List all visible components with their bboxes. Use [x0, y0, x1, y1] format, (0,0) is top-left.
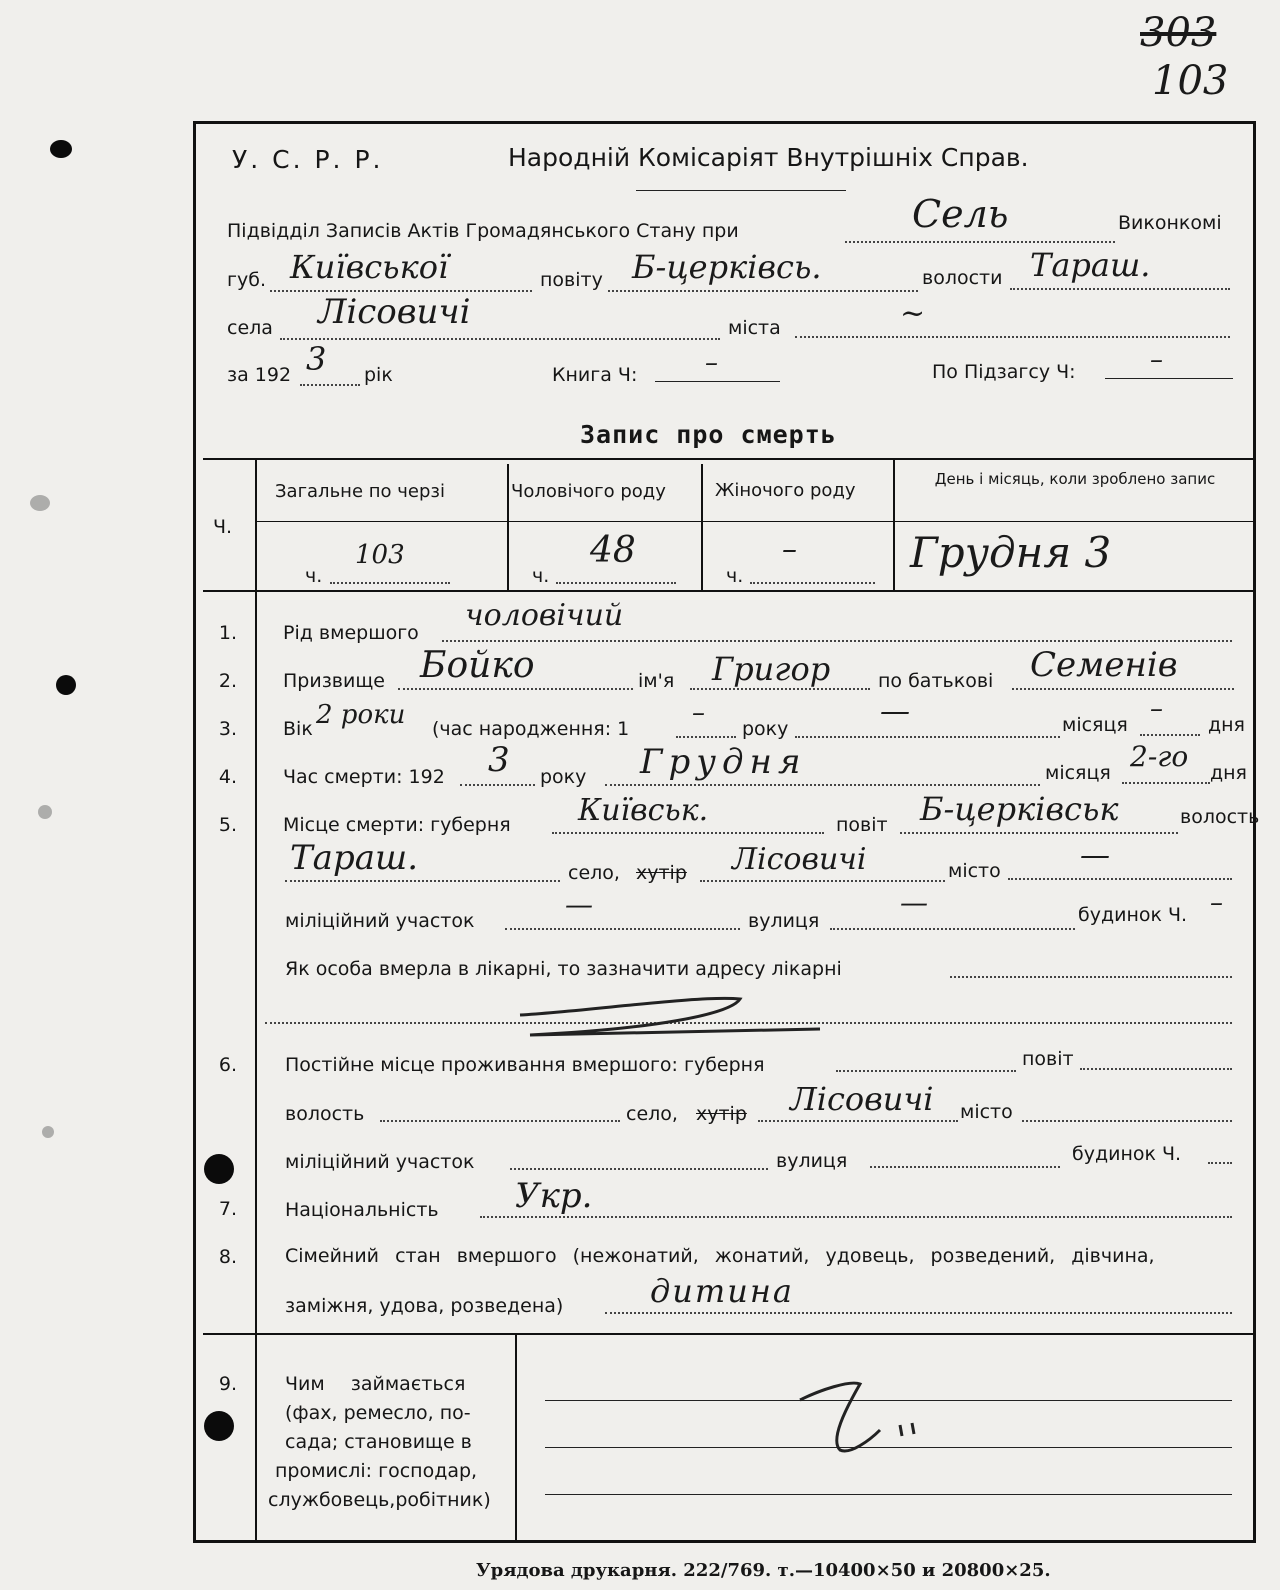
- binding-hole: [56, 675, 76, 695]
- header-male: Чоловічого роду: [511, 481, 666, 502]
- place-selo-label: село,: [568, 862, 620, 884]
- place-khutir-label: хутір: [636, 862, 687, 884]
- line: [1105, 378, 1233, 379]
- house-dash: –: [1210, 888, 1223, 918]
- nationality-value: Укр.: [515, 1176, 593, 1216]
- row-number: 2.: [218, 670, 238, 692]
- row-number: 1.: [218, 622, 238, 644]
- line: [605, 1312, 1232, 1314]
- place-povit-value: Б-церківськ: [920, 790, 1119, 828]
- frame-right: [1253, 121, 1256, 1543]
- table-top: [203, 458, 1256, 460]
- header-female: Жіночого роду: [715, 480, 856, 501]
- death-year-value: 3: [488, 740, 510, 780]
- police-dash: —: [565, 888, 593, 921]
- death-year-suffix: року: [540, 766, 587, 788]
- counts-ch-label: Ч.: [213, 516, 233, 538]
- residence-selo-label: село,: [626, 1103, 678, 1125]
- header-date: День і місяць, коли зроблено запис: [934, 470, 1216, 488]
- line: [830, 928, 1075, 930]
- place-volost-value: Тараш.: [290, 838, 418, 878]
- row-number: 5.: [218, 814, 238, 836]
- line: [552, 832, 824, 834]
- book-label: Книга Ч:: [552, 364, 638, 386]
- prefix: ч.: [305, 565, 323, 587]
- residence-street-label: вулиця: [776, 1150, 848, 1172]
- line: [1008, 878, 1232, 880]
- residence-povit-label: повіт: [1022, 1048, 1074, 1070]
- birth-label: (час народження: 1: [432, 718, 630, 740]
- death-month-label: місяця: [1045, 762, 1111, 784]
- line: [545, 1494, 1232, 1495]
- line: [1022, 1120, 1232, 1122]
- header-general: Загальне по черзі: [275, 481, 445, 502]
- line: [398, 688, 633, 690]
- birth-day-label: дня: [1208, 714, 1245, 736]
- occupation-dash-stroke: [790, 1370, 930, 1460]
- birth-year-dash: –: [692, 698, 705, 728]
- table-mid: [257, 521, 1256, 522]
- numbers-column-sep: [255, 592, 257, 1542]
- row-number: 4.: [218, 766, 238, 788]
- line: [795, 736, 1060, 738]
- nationality-label: Національність: [285, 1199, 439, 1221]
- line: [845, 241, 1115, 243]
- misto-dash: ~: [900, 296, 926, 331]
- printer-footer: Урядова друкарня. 222/769. т.—10400×50 и 20800×25.: [476, 1560, 1051, 1581]
- line: [300, 384, 360, 386]
- residence-police-label: міліційний участок: [285, 1151, 475, 1173]
- age-label: Вік: [283, 718, 313, 740]
- line: [480, 1216, 1232, 1218]
- death-day-label: дня: [1210, 762, 1247, 784]
- row-number: 8.: [218, 1246, 238, 1268]
- frame-left: [193, 121, 196, 1543]
- commissariat-title: Народній Комісаріят Внутрішніх Справ.: [508, 143, 1029, 172]
- archive-new-number: 103: [1152, 58, 1229, 104]
- sex-value: чоловічий: [465, 598, 624, 633]
- year-label: за 192: [227, 364, 292, 386]
- line: [690, 688, 870, 690]
- line: [836, 1070, 1016, 1072]
- volost-label: волости: [922, 267, 1003, 289]
- birth-month-label: місяця: [1062, 714, 1128, 736]
- line: [608, 290, 918, 292]
- occupation-line: промислі: господар,: [275, 1460, 478, 1482]
- section9-sep: [515, 1335, 517, 1541]
- binding-hole: [50, 140, 72, 158]
- name-label: ім'я: [638, 670, 675, 692]
- book-value: –: [705, 348, 718, 378]
- line: [950, 976, 1232, 978]
- line: [1140, 734, 1200, 736]
- date-value: Грудня 3: [910, 528, 1112, 577]
- binding-hole: [204, 1154, 234, 1184]
- registry-label: Підвідділ Записів Актів Громадянського Стану при: [227, 220, 739, 242]
- table-sep: [507, 464, 509, 592]
- archive-old-number: 303: [1140, 10, 1217, 56]
- general-value: 103: [355, 540, 405, 570]
- line: [380, 1120, 620, 1122]
- table-sep: [893, 460, 895, 592]
- surname-label: Призвище: [283, 670, 385, 692]
- table-sep: [255, 458, 257, 592]
- birth-day-dash: –: [1150, 694, 1163, 724]
- line: [510, 1168, 768, 1170]
- police-label: міліційний участок: [285, 910, 475, 932]
- registry-at-value: Сель: [912, 192, 1009, 236]
- death-month-value: Грудня: [640, 742, 807, 782]
- line: [750, 582, 875, 584]
- row-number: 7.: [218, 1198, 238, 1220]
- marital-label-1: Сімейний стан вмершого (нежонатий, жонатий, удовець, розведений, дівчина,: [285, 1245, 1155, 1267]
- place-label: Місце смерти: губерня: [283, 814, 511, 836]
- line: [330, 582, 450, 584]
- place-povit-label: повіт: [836, 814, 888, 836]
- subsection-label: По Підзагсу Ч:: [932, 361, 1076, 383]
- male-value: 48: [590, 530, 636, 571]
- street-label: вулиця: [748, 910, 820, 932]
- line: [460, 784, 535, 786]
- subsection-value: –: [1150, 345, 1163, 375]
- frame-bottom: [193, 1540, 1256, 1543]
- line: [280, 338, 720, 340]
- occupation-line: сада; становище в: [285, 1431, 472, 1453]
- place-misto-dash: —: [1080, 838, 1110, 873]
- speck: [42, 1126, 54, 1138]
- residence-label: Постійне місце проживання вмершого: губерня: [285, 1054, 765, 1076]
- birth-month-dash: —: [880, 694, 910, 729]
- place-volost-label: волость: [1180, 806, 1260, 828]
- occupation-line: Чим займається: [285, 1373, 466, 1395]
- marital-label-2: заміжня, удова, розведена): [285, 1295, 564, 1317]
- registry-suffix: Виконкомі: [1118, 212, 1222, 234]
- residence-house-label: будинок Ч.: [1072, 1143, 1182, 1165]
- row-number: 6.: [218, 1054, 238, 1076]
- birth-year-suffix: року: [742, 718, 789, 740]
- residence-khutir-label: хутір: [696, 1103, 747, 1125]
- section9-top: [203, 1333, 1256, 1335]
- row-number: 9.: [218, 1373, 238, 1395]
- hospital-dash-stroke: [500, 985, 830, 1045]
- line: [1080, 1068, 1232, 1070]
- row-number: 3.: [218, 718, 238, 740]
- table-bottom: [203, 590, 1256, 592]
- age-value: 2 роки: [316, 700, 406, 730]
- line: [1012, 688, 1234, 690]
- death-day-value: 2-го: [1130, 740, 1189, 773]
- year-suffix: рік: [364, 364, 393, 386]
- line: [655, 381, 780, 382]
- street-dash: —: [900, 886, 928, 919]
- prefix: ч.: [532, 565, 550, 587]
- year-value: 3: [306, 340, 327, 378]
- hospital-label: Як особа вмерла в лікарні, то зазначити адресу лікарні: [285, 958, 842, 980]
- record-title: Запис про смерть: [580, 420, 837, 449]
- death-time-label: Час смерти: 192: [283, 766, 445, 788]
- prefix: ч.: [726, 565, 744, 587]
- surname-value: Бойко: [420, 645, 535, 686]
- patronymic-value: Семенів: [1030, 645, 1178, 685]
- speck: [30, 495, 50, 511]
- name-value: Григор: [712, 650, 831, 688]
- line: [442, 640, 1232, 642]
- line: [870, 1166, 1060, 1168]
- line: [285, 880, 560, 882]
- line: [556, 582, 676, 584]
- occupation-line: (фах, ремесло, по-: [285, 1402, 471, 1424]
- line: [1208, 1162, 1232, 1164]
- line: [700, 880, 945, 882]
- place-misto-label: місто: [948, 860, 1001, 882]
- povit-value: Б-церківсь.: [632, 248, 822, 286]
- line: [758, 1120, 958, 1122]
- line: [676, 736, 736, 738]
- speck: [38, 805, 52, 819]
- marital-value: дитина: [650, 1272, 794, 1310]
- place-gub-value: Київськ.: [578, 793, 709, 828]
- place-selo-value: Лісовичі: [732, 842, 867, 877]
- occupation-line: службовець,робітник): [268, 1489, 491, 1511]
- selo-label: села: [227, 317, 273, 339]
- gub-label: губ.: [227, 269, 266, 291]
- female-value: –: [782, 532, 797, 567]
- header-divider: [636, 190, 846, 191]
- selo-value: Лісовичі: [318, 292, 471, 332]
- line: [1010, 288, 1230, 290]
- residence-misto-label: місто: [960, 1101, 1013, 1123]
- residence-selo-value: Лісовичі: [790, 1080, 934, 1118]
- sex-label: Рід вмершого: [283, 622, 419, 644]
- povit-label: повіту: [540, 269, 603, 291]
- line: [505, 928, 740, 930]
- residence-volost-label: волость: [285, 1103, 365, 1125]
- table-sep: [701, 464, 703, 592]
- patronymic-label: по батькові: [878, 670, 994, 692]
- line: [795, 336, 1230, 338]
- line: [1122, 782, 1210, 784]
- house-label: будинок Ч.: [1078, 904, 1188, 926]
- republic-title: У. С. Р. Р.: [232, 145, 384, 174]
- gub-value: Київської: [290, 248, 449, 286]
- volost-value: Тараш.: [1030, 246, 1151, 284]
- binding-hole: [204, 1411, 234, 1441]
- line: [900, 832, 1178, 834]
- line: [605, 784, 1040, 786]
- misto-label: міста: [728, 317, 781, 339]
- frame-top: [193, 121, 1256, 124]
